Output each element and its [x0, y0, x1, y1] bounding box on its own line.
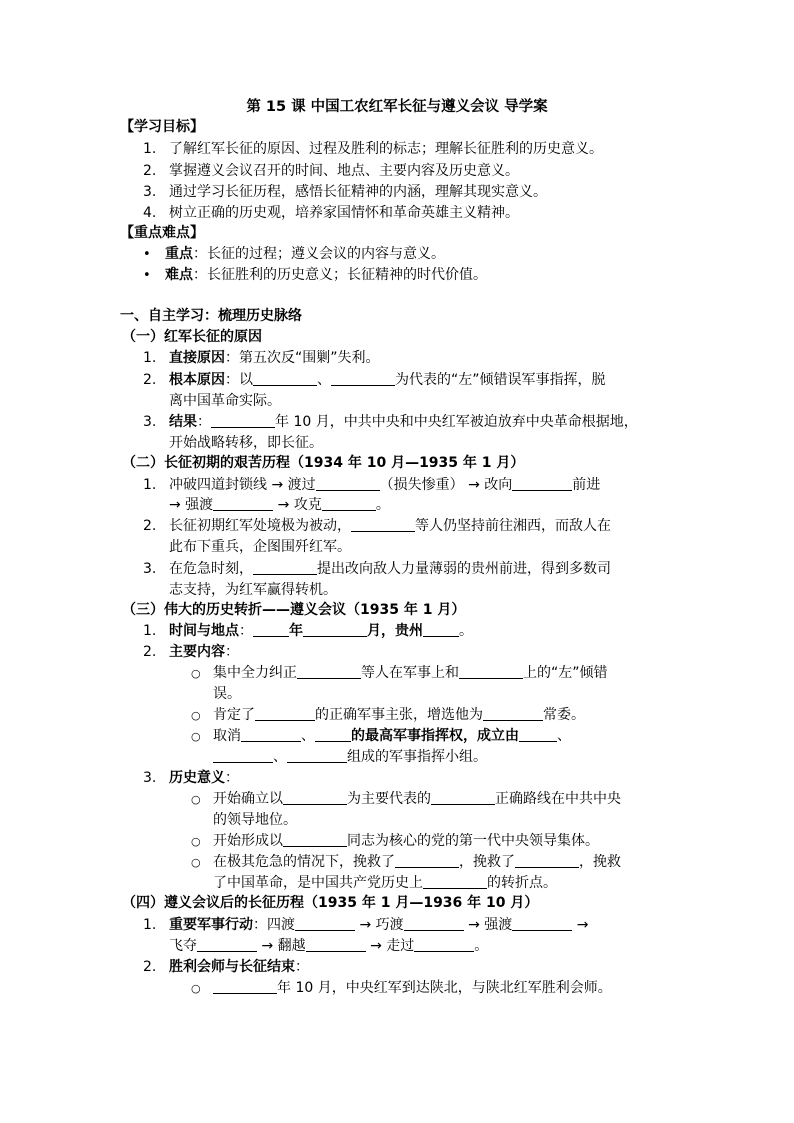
blank	[431, 789, 495, 805]
sub-list-item: ○ 年 10 月，中央红军到达陕北，与陕北红军胜利会师。	[191, 980, 612, 996]
blank	[303, 621, 367, 637]
list-item: 3. 历史意义：	[143, 770, 239, 786]
list-item: 1. 直接原因：第五次反“围剿”失利。	[143, 350, 380, 366]
blank	[287, 747, 347, 763]
list-item-continuation: 离中国革命实际。	[169, 393, 281, 409]
blank	[512, 915, 572, 931]
blank	[295, 915, 355, 931]
subsection-heading: （二）长征初期的艰苦历程（1934 年 10 月—1935 年 1 月）	[122, 455, 525, 471]
list-item-continuation: 飞夺 → 翻越 → 走过 。	[169, 938, 489, 954]
sub-list-item: ○ 集中全力纠正 等人在军事上和 上的“左”倾错	[191, 665, 608, 681]
list-item-continuation: 志支持，为红军赢得转机。	[169, 582, 337, 598]
blank	[322, 495, 376, 511]
goal-item: 1. 了解红军长征的原因、过程及胜利的标志；理解长征胜利的历史意义。	[143, 141, 603, 157]
sub-list-item-continuation: 误。	[213, 686, 241, 702]
list-item: 3. 在危急时刻， 提出改向敌人力量薄弱的贵州前进，得到多数司	[143, 561, 611, 577]
blank	[241, 726, 301, 742]
list-item: 3. 结果： 年 10 月，中共中央和中央红军被迫放弃中央革命根据地，	[143, 414, 638, 430]
blank	[197, 936, 257, 952]
list-item-continuation: → 强渡 → 攻克 。	[169, 497, 390, 513]
subsection-heading: （四）遵义会议后的长征历程（1935 年 1 月—1936 年 10 月）	[122, 895, 539, 911]
section-heading: 一、自主学习：梳理历史脉络	[120, 308, 302, 324]
blank	[316, 475, 380, 491]
list-item: 2. 长征初期红军处境极为被动， 等人仍坚持前往湘西，而敌人在	[143, 518, 611, 534]
list-item: 2. 胜利会师与长征结束：	[143, 959, 309, 975]
blank	[404, 915, 464, 931]
blank	[395, 852, 459, 868]
blank	[253, 370, 317, 386]
blank	[515, 852, 579, 868]
list-item: 1. 重要军事行动：四渡 → 巧渡 → 强渡 →	[143, 917, 589, 933]
blank	[253, 559, 317, 575]
sub-list-item-continuation: 了中国革命，是中国共产党历史上 的转折点。	[213, 875, 557, 891]
sub-list-item: ○ 取消 、 的最高军事指挥权，成立由 、	[191, 728, 571, 744]
sub-list-item-continuation: 、 组成的军事指挥小组。	[213, 746, 487, 768]
blank	[423, 621, 459, 637]
subsection-heading: （三）伟大的历史转折——遵义会议（1935 年 1 月）	[122, 602, 466, 618]
blank	[306, 936, 366, 952]
page-title: 第 15 课 中国工农红军长征与遵义会议 导学案	[246, 99, 548, 115]
goal-item: 4. 树立正确的历史观，培养家国情怀和革命英雄主义精神。	[143, 205, 519, 221]
blank	[315, 726, 351, 742]
blank	[331, 370, 395, 386]
list-item-continuation: 此布下重兵，企图围歼红军。	[169, 539, 351, 555]
blank	[283, 789, 347, 805]
subsection-heading: （一）红军长征的原因	[122, 329, 262, 345]
list-item: 2. 根本原因：以 、 为代表的“左”倾错误军事指挥，脱	[143, 372, 606, 388]
blank	[459, 663, 523, 679]
blank	[351, 516, 415, 532]
blank	[213, 495, 273, 511]
list-item: 1. 时间与地点： 年 月，贵州 。	[143, 623, 473, 639]
key-item-nandian: • 难点：长征胜利的历史意义；长征精神的时代价值。	[143, 267, 487, 283]
blank	[213, 747, 273, 763]
blank	[423, 873, 487, 889]
blank	[211, 412, 275, 428]
sub-list-item: ○ 在极其危急的情况下，挽救了 ，挽救了 ，挽救	[191, 854, 621, 870]
blank	[414, 936, 474, 952]
key-heading: 【重点难点】	[120, 225, 204, 241]
list-item-continuation: 开始战略转移，即长征。	[169, 435, 323, 451]
sub-list-item: ○ 开始形成以 同志为核心的党的第一代中央领导集体。	[191, 833, 599, 849]
blank	[213, 978, 277, 994]
blank	[297, 663, 361, 679]
goal-item: 3. 通过学习长征历程，感悟长征精神的内涵，理解其现实意义。	[143, 184, 547, 200]
goal-item: 2. 掌握遵义会议召开的时间、地点、主要内容及历史意义。	[143, 163, 519, 179]
blank	[255, 705, 315, 721]
goals-heading: 【学习目标】	[120, 119, 204, 135]
key-item-zhongdian: • 重点：长征的过程；遵义会议的内容与意义。	[143, 246, 445, 262]
sub-list-item-continuation: 的领导地位。	[213, 812, 297, 828]
blank	[519, 726, 557, 742]
sub-list-item: ○ 开始确立以 为主要代表的 正确路线在中共中央	[191, 791, 621, 807]
blank	[253, 621, 289, 637]
sub-list-item: ○ 肯定了 的正确军事主张，增选他为 常委。	[191, 707, 585, 723]
blank	[483, 705, 543, 721]
blank	[283, 831, 347, 847]
list-item: 2. 主要内容：	[143, 644, 239, 660]
blank	[512, 475, 572, 491]
list-item: 1. 冲破四道封锁线 → 渡过 （损失惨重） → 改向 前进	[143, 477, 601, 493]
